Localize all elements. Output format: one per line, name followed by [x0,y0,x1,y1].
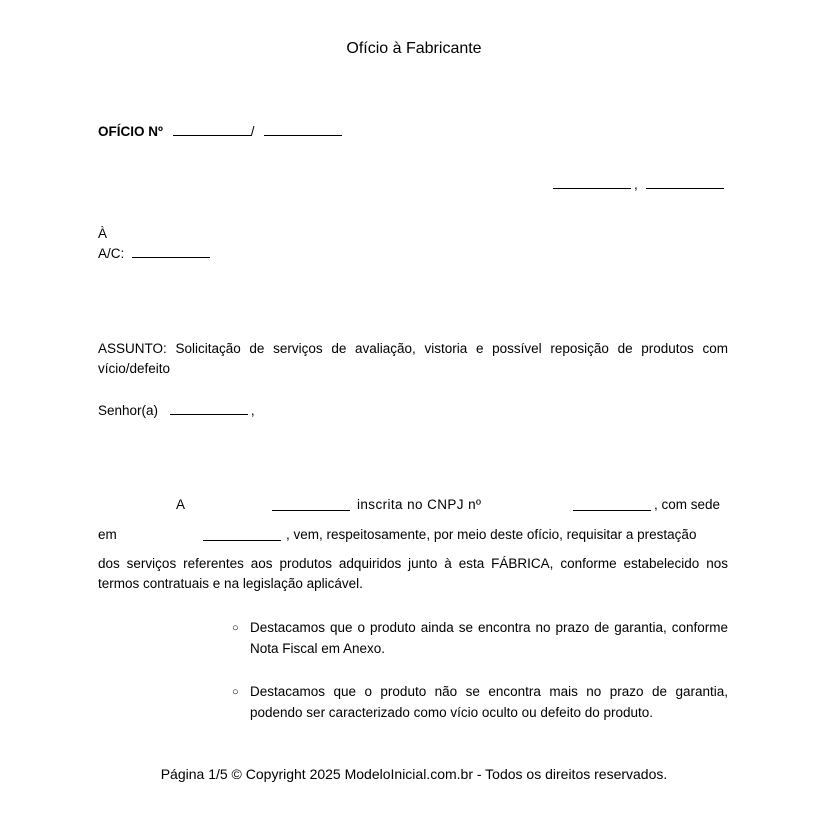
company-name-blank [272,499,350,511]
salutation-line [98,403,255,418]
body-p3: dos serviços referentes aos produtos adquiridos junto à esta FÁBRICA, conforme estabelecido nos termos contratuais e na legislação aplicável. [98,556,728,591]
ac-blank [132,246,210,258]
salutation: Senhor(a) [98,403,159,418]
bullet-icon: ○ [232,622,239,634]
attention-line [98,246,210,261]
date-blank [646,177,724,189]
body-p1-b: inscrita no CNPJ nº [357,497,482,512]
ac-label: A/C: [98,246,125,261]
recipient-to: À [98,226,108,241]
oficio-separator: / [250,124,255,139]
page-footer: Página 1/5 © Copyright 2025 ModeloInicial.com.br - Todos os direitos reservados. [160,766,668,782]
salutation-blank [170,403,248,415]
oficio-number-blank [173,124,251,136]
oficio-year-blank [264,124,342,136]
bullet-icon: ○ [232,686,239,698]
body-p2-b: , vem, respeitosamente, por meio deste ofício, requisitar a prestação [286,527,697,542]
body-p1-a: A [176,497,186,512]
oficio-number-line [98,124,342,139]
bullet-item: Destacamos que o produto não se encontra mais no prazo de garantia, podendo ser caracterizado como vício oculto ou defeito do produto. [250,684,728,720]
address-blank [203,529,281,541]
body-p2-a: em [98,527,117,542]
oficio-label: OFÍCIO Nº [98,124,163,139]
cnpj-blank [573,499,651,511]
body-p1-c: , com sede [654,497,721,512]
place-date-line [553,177,724,192]
salutation-comma: , [250,403,255,418]
bullet-item: Destacamos que o produto ainda se encontra no prazo de garantia, conforme Nota Fiscal em Anexo. [250,620,728,656]
date-separator: , [634,177,638,192]
document-title: Ofício à Fabricante [346,40,482,57]
place-blank [553,177,631,189]
subject: ASSUNTO: Solicitação de serviços de avaliação, vistoria e possível reposição de produtos com vício/defeito [98,341,728,376]
